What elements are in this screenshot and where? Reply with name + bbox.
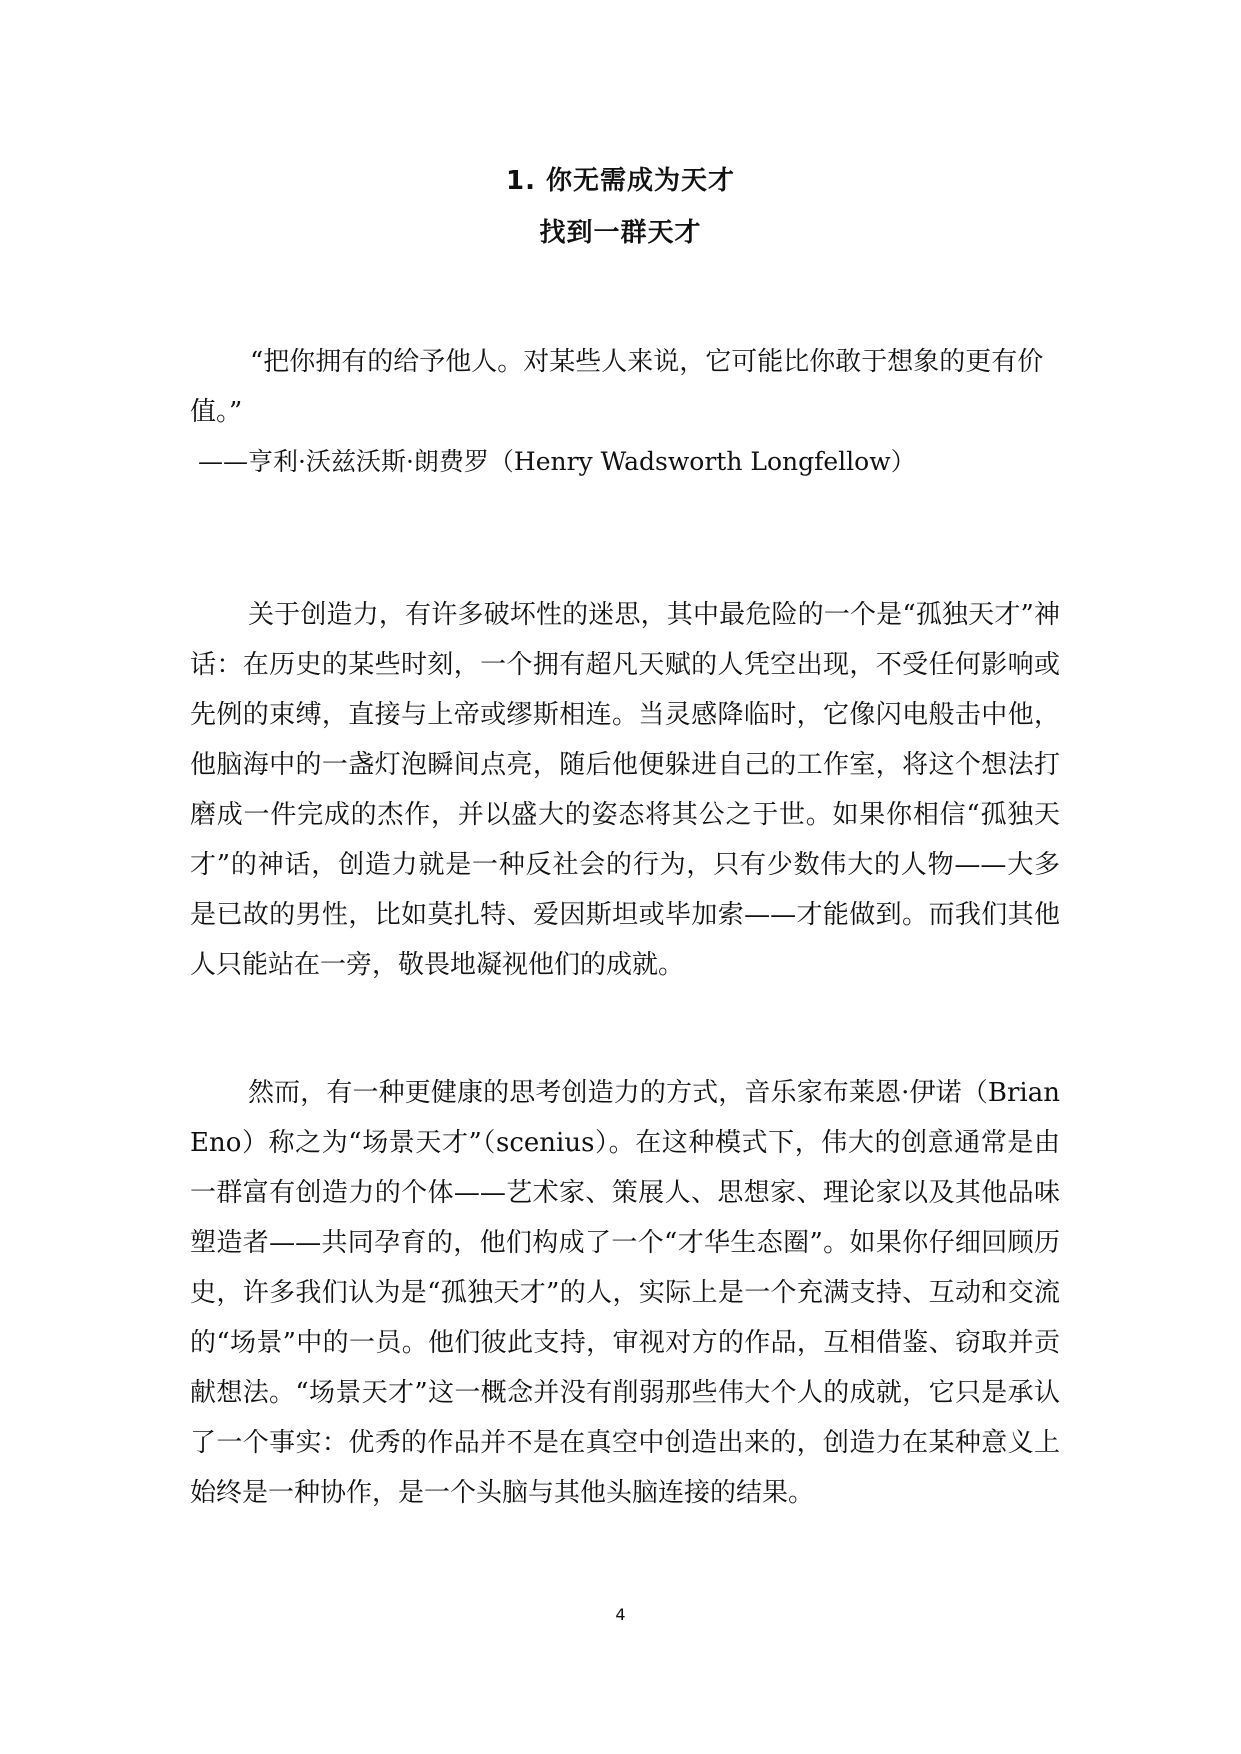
epigraph-quote: “把你拥有的给予他人。对某些人来说，它可能比你敢于想象的更有价值。” — [190, 347, 1044, 427]
epigraph-attribution: ——亨利·沃兹沃斯·朗费罗（Henry Wadsworth Longfellow） — [198, 447, 916, 476]
chapter-subtitle: 找到一群天才 — [539, 218, 702, 248]
body-paragraph-2: 然而，有一种更健康的思考创造力的方式，音乐家布莱恩·伊诺（Brian Eno）称之为“场景天才”（scenius）。在这种模式下，伟大的创意通常是由一群富有创造力的个体——艺术家、策展人、思想家、理论家以及其他品味塑造者——共同孕育的，他们构成了一个“才华生态圈”。如果你仔细回顾历史，许多我们认为是“孤独天才”的人，实际上是一个充满支持、互动和交流的“场景”中的一员。他们彼此支持，审视对方的作品，互相借鉴、窃取并贡献想法。“场景天才”这一概念并没有削弱那些伟大个人的成就，它只是承认了一个事实：优秀的作品并不是在真空中创造出来的，创造力在某种意义上始终是一种协作，是一个头脑与其他头脑连接的结果。 — [190, 1078, 1060, 1508]
page-number: 4 — [615, 1605, 626, 1624]
chapter-title: 1. 你无需成为天才 — [505, 166, 736, 196]
body-paragraph-1: 关于创造力，有许多破坏性的迷思，其中最危险的一个是“孤独天才”神话：在历史的某些时刻，一个拥有超凡天赋的人凭空出现，不受任何影响或先例的束缚，直接与上帝或缪斯相连。当灵感降临时，它像闪电般击中他，他脑海中的一盏灯泡瞬间点亮，随后他便躲进自己的工作室，将这个想法打磨成一件完成的杰作，并以盛大的姿态将其公之于世。如果你相信“孤独天才”的神话，创造力就是一种反社会的行为，只有少数伟大的人物——大多是已故的男性，比如莫扎特、爱因斯坦或毕加索——才能做到。而我们其他人只能站在一旁，敬畏地凝视他们的成就。 — [190, 600, 1060, 980]
